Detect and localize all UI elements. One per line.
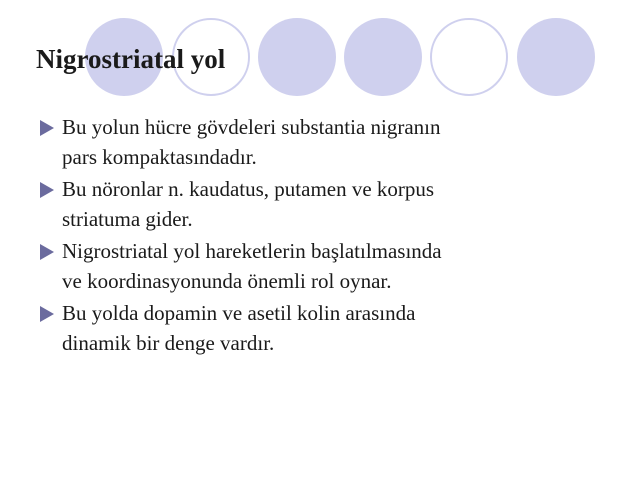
bullet-list xyxy=(38,112,618,360)
triangle-bullet-icon xyxy=(40,120,54,136)
bullet-item xyxy=(38,236,618,296)
slide-title: Nigrostriatal yol xyxy=(36,44,226,74)
decorative-circle xyxy=(517,18,595,96)
bullet-text-line: pars kompaktasındadır. xyxy=(62,145,257,169)
bullet-text-line: ve koordinasyonunda önemli rol oynar. xyxy=(62,269,392,293)
triangle-bullet-icon xyxy=(40,182,54,198)
bullet-text-line: Bu yolun hücre gövdeleri substantia nigranın xyxy=(62,115,441,139)
decorative-circle xyxy=(344,18,422,96)
bullet-text-line: Bu yolda dopamin ve asetil kolin arasında xyxy=(62,301,416,325)
bullet-text-line: Nigrostriatal yol hareketlerin başlatılmasında xyxy=(62,239,442,263)
bullet-item xyxy=(38,298,618,358)
bullet-item xyxy=(38,112,618,172)
decorative-circle-outline xyxy=(430,18,508,96)
triangle-bullet-icon xyxy=(40,244,54,260)
bullet-item xyxy=(38,174,618,234)
triangle-bullet-icon xyxy=(40,306,54,322)
bullet-text-line: dinamik bir denge vardır. xyxy=(62,331,275,355)
bullet-text-line: Bu nöronlar n. kaudatus, putamen ve korpus xyxy=(62,177,435,201)
decorative-circle xyxy=(258,18,336,96)
bullet-text-line: striatuma gider. xyxy=(62,207,193,231)
